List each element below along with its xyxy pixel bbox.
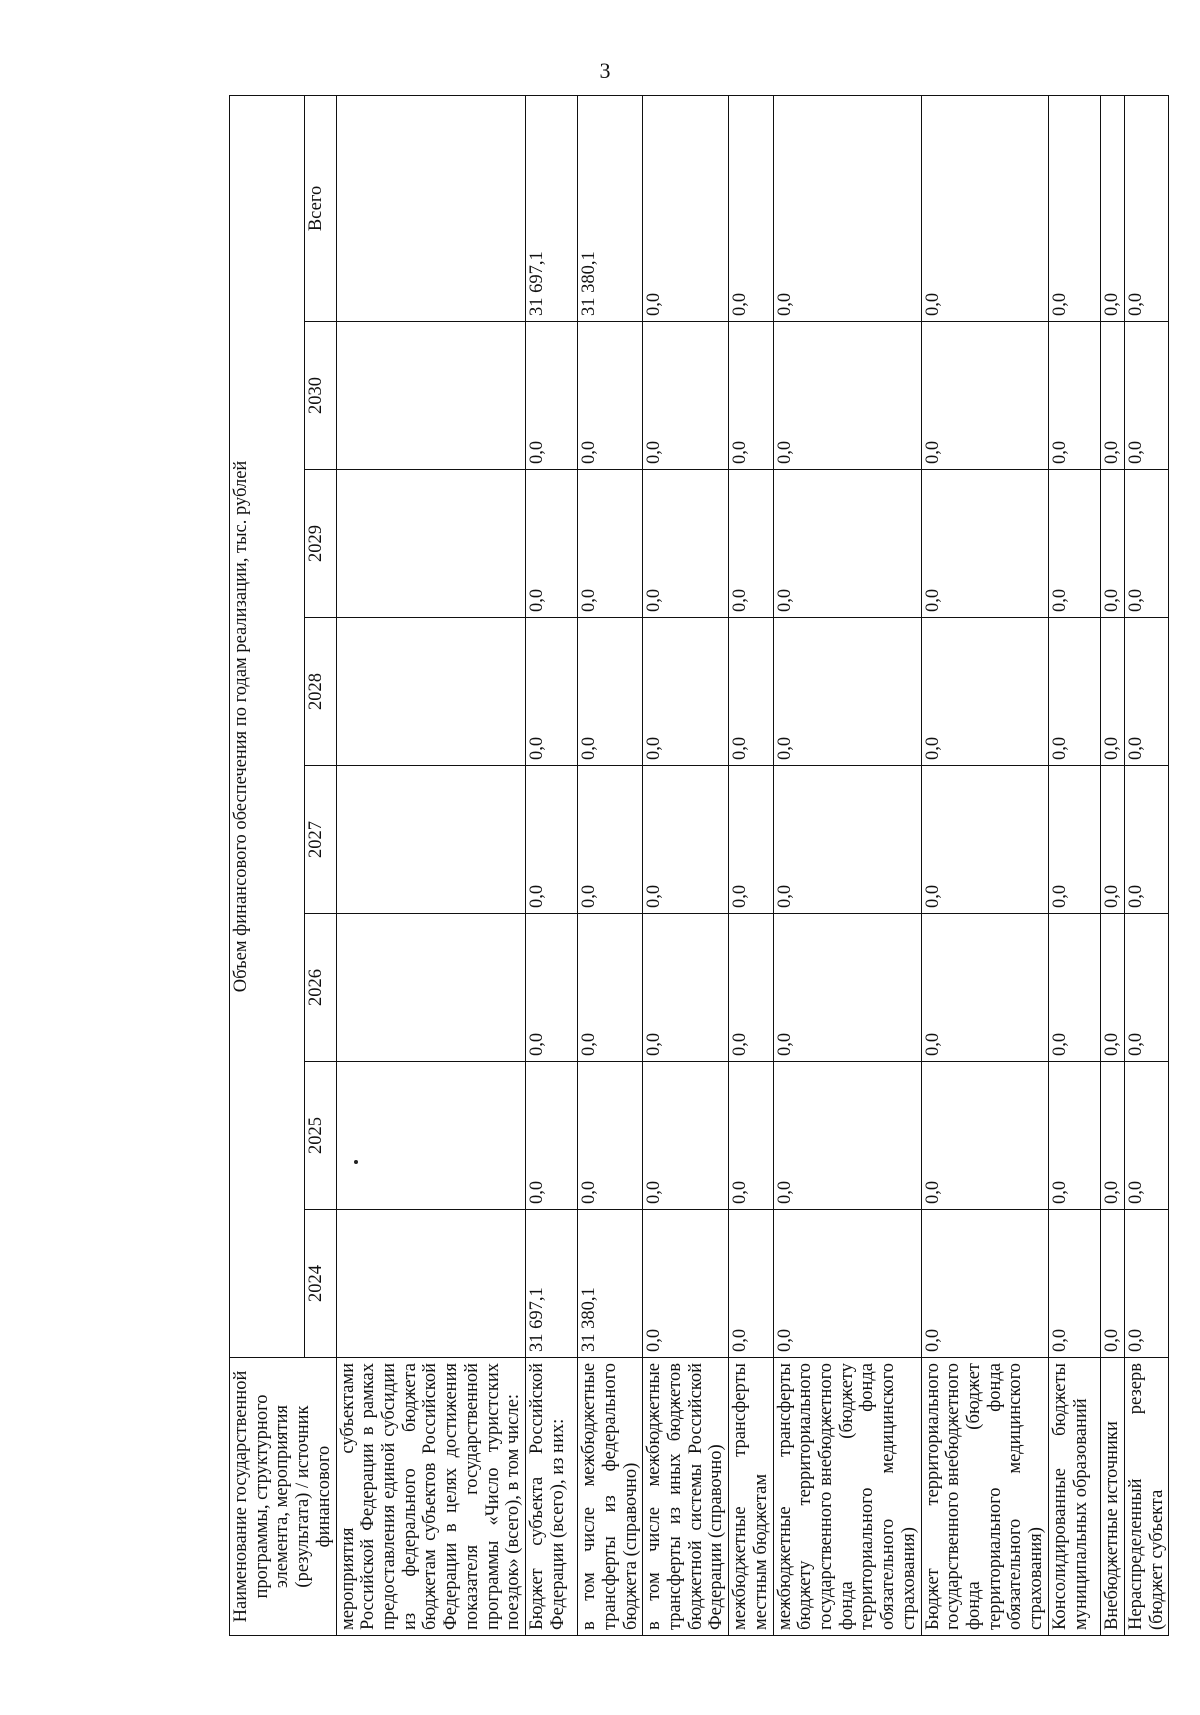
cell-value: 0,0 — [921, 766, 1048, 914]
cell-value: 0,0 — [729, 322, 773, 470]
cell-total: 0,0 — [1048, 95, 1100, 321]
cell-value — [336, 914, 525, 1062]
total-header: Всего — [304, 95, 336, 321]
cell-value — [336, 618, 525, 766]
cell-value: 0,0 — [1124, 1210, 1168, 1358]
cell-value: 0,0 — [1124, 766, 1168, 914]
row-name: межбюджетные трансферты местным бюджетам — [729, 1358, 773, 1636]
cell-value: 0,0 — [729, 1210, 773, 1358]
cell-value — [336, 1210, 525, 1358]
cell-value: 0,0 — [921, 914, 1048, 1062]
cell-value: 0,0 — [643, 470, 729, 618]
cell-value: 31 380,1 — [578, 1210, 643, 1358]
cell-value: 0,0 — [526, 914, 578, 1062]
cell-value: 0,0 — [526, 766, 578, 914]
cell-value: 0,0 — [1124, 1062, 1168, 1210]
cell-value: 0,0 — [1048, 1062, 1100, 1210]
year-header: 2026 — [304, 914, 336, 1062]
cell-value: 0,0 — [578, 1062, 643, 1210]
cell-total — [336, 95, 525, 321]
cell-value: 0,0 — [1124, 470, 1168, 618]
year-header: 2030 — [304, 322, 336, 470]
table-row — [921, 95, 1048, 1635]
row-name: в том числе межбюджетные трансферты из федерального бюджета (справочно) — [578, 1358, 643, 1636]
cell-value: 0,0 — [643, 1210, 729, 1358]
financing-group-header: Объем финансового обеспечения по годам реализации, тыс. рублей — [230, 95, 305, 1357]
cell-total: 0,0 — [1124, 95, 1168, 321]
cell-total: 0,0 — [921, 95, 1048, 321]
table-row — [1124, 95, 1168, 1635]
table-row — [1048, 95, 1100, 1635]
row-name: Нераспределенный резерв (бюджет субъекта — [1124, 1358, 1168, 1636]
cell-value: 0,0 — [643, 618, 729, 766]
table-row — [1100, 95, 1124, 1635]
row-name: мероприятия субъектами Российской Федерации в рамках предоставления единой субсидии из федерального бюджета бюджетам субъектов Российской Федерации в целях достижения показателя государственной программы «Число туристских поездок» (всего), в том числе: — [336, 1358, 525, 1636]
cell-value: 0,0 — [526, 618, 578, 766]
cell-value: 31 697,1 — [526, 1210, 578, 1358]
cell-value: 0,0 — [643, 1062, 729, 1210]
year-header: 2025 — [304, 1062, 336, 1210]
table-row — [336, 95, 525, 1635]
cell-value: 0,0 — [1048, 322, 1100, 470]
cell-value: 0,0 — [1100, 618, 1124, 766]
cell-value: 0,0 — [1124, 618, 1168, 766]
cell-value: 0,0 — [729, 766, 773, 914]
row-name: Бюджет территориального государственного внебюджетного фонда (бюджет территориального фонда обязательного медицинского страхования) — [921, 1358, 1048, 1636]
cell-value: 0,0 — [1100, 766, 1124, 914]
year-header: 2028 — [304, 618, 336, 766]
cell-value: 0,0 — [578, 766, 643, 914]
cell-value: 0,0 — [1100, 914, 1124, 1062]
cell-total: 0,0 — [773, 95, 921, 321]
cell-total: 0,0 — [643, 95, 729, 321]
cell-value: 0,0 — [1048, 618, 1100, 766]
cell-value: 0,0 — [729, 1062, 773, 1210]
cell-value: 0,0 — [773, 618, 921, 766]
cell-value: 0,0 — [773, 1210, 921, 1358]
cell-value: 0,0 — [578, 470, 643, 618]
cell-value: 0,0 — [643, 766, 729, 914]
name-column-header: Наименование государственной программы, структурного элемента, мероприятия (результата) / источник финансового — [230, 1358, 337, 1636]
cell-value: 0,0 — [1048, 766, 1100, 914]
cell-value: 0,0 — [729, 618, 773, 766]
cell-value: 0,0 — [643, 322, 729, 470]
cell-value: 0,0 — [773, 1062, 921, 1210]
cell-value — [336, 766, 525, 914]
year-header: 2024 — [304, 1210, 336, 1358]
cell-value: 0,0 — [921, 470, 1048, 618]
cell-value: 0,0 — [729, 914, 773, 1062]
row-name: в том числе межбюджетные трансферты из иных бюджетов бюджетной системы Российской Федерации (справочно) — [643, 1358, 729, 1636]
cell-value: 0,0 — [773, 322, 921, 470]
cell-value: 0,0 — [578, 322, 643, 470]
cell-value: 0,0 — [526, 322, 578, 470]
cell-value: 0,0 — [1048, 914, 1100, 1062]
cell-value — [336, 470, 525, 618]
row-name: межбюджетные трансферты бюджету территориального государственного внебюджетного фонда (бюджету территориального фонда обязательного медицинского страхования) — [773, 1358, 921, 1636]
cell-total: 31 380,1 — [578, 95, 643, 321]
cell-value: 0,0 — [578, 618, 643, 766]
cell-value: 0,0 — [1048, 1210, 1100, 1358]
cell-value: 0,0 — [1124, 322, 1168, 470]
cell-value: 0,0 — [773, 914, 921, 1062]
cell-total: 31 697,1 — [526, 95, 578, 321]
cell-value: 0,0 — [1100, 1062, 1124, 1210]
cell-value: 0,0 — [526, 470, 578, 618]
cell-total: 0,0 — [1100, 95, 1124, 321]
cell-value: 0,0 — [773, 766, 921, 914]
cell-value: 0,0 — [729, 470, 773, 618]
cell-value — [336, 1062, 525, 1210]
cell-total: 0,0 — [729, 95, 773, 321]
cell-value — [336, 322, 525, 470]
year-header: 2029 — [304, 470, 336, 618]
cell-value: 0,0 — [921, 618, 1048, 766]
row-name: Внебюджетные источники — [1100, 1358, 1124, 1636]
header-row — [230, 95, 305, 1635]
cell-value: 0,0 — [921, 1210, 1048, 1358]
financing-table — [229, 95, 1169, 1636]
cell-value: 0,0 — [1100, 1210, 1124, 1358]
cell-value: 0,0 — [643, 914, 729, 1062]
table-row — [526, 95, 578, 1635]
page-number: 3 — [599, 58, 611, 83]
cell-value: 0,0 — [921, 1062, 1048, 1210]
table-row — [773, 95, 921, 1635]
cell-value: 0,0 — [526, 1062, 578, 1210]
table-row — [578, 95, 643, 1635]
year-header: 2027 — [304, 766, 336, 914]
table-row — [729, 95, 773, 1635]
cell-value: 0,0 — [1124, 914, 1168, 1062]
cell-value: 0,0 — [578, 914, 643, 1062]
cell-value: 0,0 — [921, 322, 1048, 470]
cell-value: 0,0 — [1048, 470, 1100, 618]
row-name: Бюджет субъекта Российской Федерации (всего), из них: — [526, 1358, 578, 1636]
row-name: Консолидированные бюджеты муниципальных образований — [1048, 1358, 1100, 1636]
rotated-table-area — [229, 96, 1167, 1636]
cell-value: 0,0 — [1100, 470, 1124, 618]
cell-value: 0,0 — [1100, 322, 1124, 470]
cell-value: 0,0 — [773, 470, 921, 618]
table-row — [643, 95, 729, 1635]
